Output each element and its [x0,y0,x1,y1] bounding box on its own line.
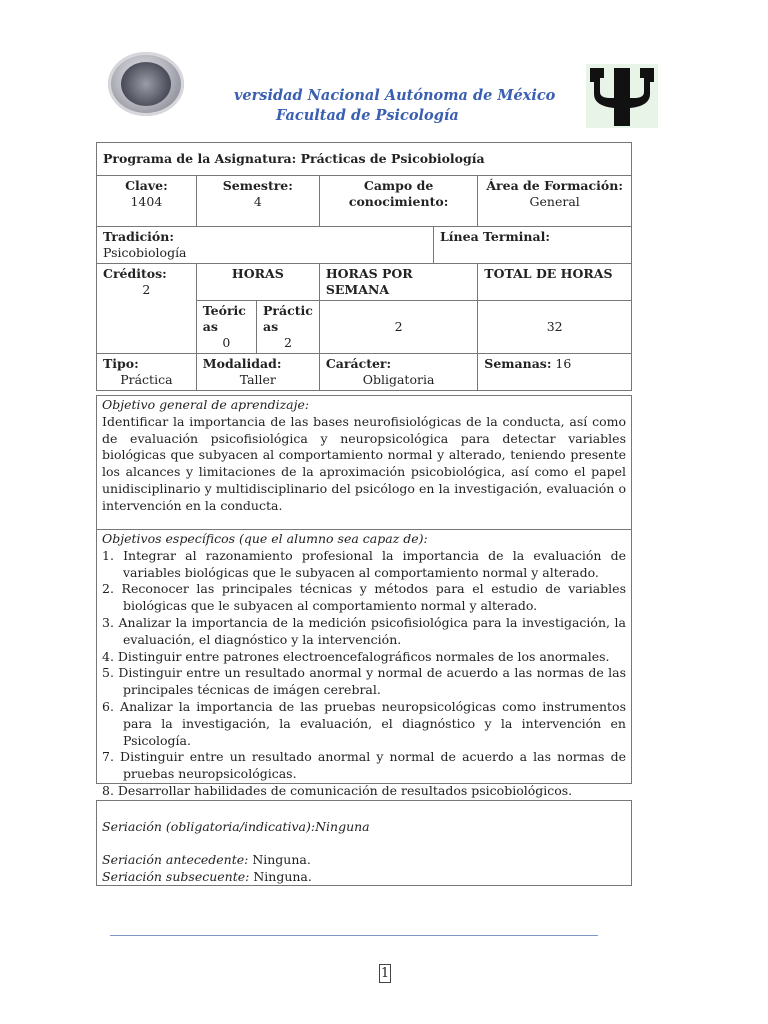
caracter-cell [319,354,477,391]
total-horas-label: TOTAL DE HORAS [478,264,632,301]
clave-label: Clave: [125,178,168,193]
page-number: 1 [380,966,390,981]
semanas-label: Semanas: [484,356,552,371]
seriacion-subsecuente-label: Seriación subsecuente: [102,868,250,884]
clave-cell [97,176,197,227]
modalidad-cell [196,354,319,391]
practicas-label-b: as [263,319,279,334]
caracter-label: Carácter: [325,356,392,371]
semanas-value: 16 [551,356,572,371]
teoricas-label-b: as [202,319,218,334]
practicas-label-a: Práctic [263,303,313,318]
unam-seal-logo [108,52,184,116]
area-cell [478,176,632,227]
horas-semana-value: 2 [319,301,477,354]
semanas-cell [478,354,632,391]
practicas-value: 2 [283,335,292,350]
objetivos-especificos-heading: Objetivos específicos (que el alumno sea capaz de): [102,531,428,546]
tipo-label: Tipo: [103,356,139,371]
teoricas-value: 0 [222,335,231,350]
course-info-table [96,142,632,391]
faculty-name: Facultad de Psicología [276,107,459,124]
psychology-faculty-logo [586,64,658,128]
seriacion-line: Seriación (obligatoria/indicativa):Ninguna [102,819,370,834]
creditos-value: 2 [142,282,151,297]
tipo-cell [97,354,197,391]
objetivo-item-2: 2. Reconocer las principales técnicas y métodos para el estudio de variables biológicas que le subyacen al comportamiento normal y alterado. [102,581,626,614]
objetivo-item-7: 7. Distinguir entre un resultado anormal y normal de acuerdo a las normas de pruebas neuropsicológicas. [102,749,626,782]
objetivo-general-heading: Objetivo general de aprendizaje: [102,397,310,412]
area-value: General [529,194,580,209]
seriacion-subsecuente-value: Ninguna. [249,868,312,884]
caracter-value: Obligatoria [362,372,435,387]
tradicion-label: Tradición: [103,229,174,244]
tradicion-cell [97,227,434,264]
seriacion-box [96,800,632,886]
tradicion-value: Psicobiología [103,245,187,260]
seriacion-antecedente [102,852,626,869]
seriacion-antecedente-label: Seriación antecedente: [102,851,249,867]
campo-label: Campo de conocimiento: [319,176,477,227]
modalidad-value: Taller [239,372,276,387]
seriacion-antecedente-value: Ninguna. [248,851,311,867]
objetivo-item-4: 4. Distinguir entre patrones electroencefalográficos normales de los anormales. [102,648,610,664]
seriacion-subsecuente [102,869,626,886]
total-horas-value: 32 [478,301,632,354]
objetivo-item-1: 1. Integrar al razonamiento profesional la importancia de la evaluación de variables biológicas que le subyacen al comportamiento normal y alterado. [102,547,626,580]
program-title: Programa de la Asignatura: Prácticas de Psicobiología [97,143,632,176]
practicas-cell [257,301,320,354]
modalidad-label: Modalidad: [202,356,282,371]
objetivos-especificos-box [96,530,632,798]
objetivo-item-6: 6. Analizar la importancia de las pruebas neuropsicológicas como instrumentos para la investigación, la evaluación, el diagnóstico y la intervención en Psicología. [102,698,626,748]
objetivo-item-5: 5. Distinguir entre un resultado anormal y normal de acuerdo a las normas de las principales técnicas de imágen cerebral. [102,665,626,698]
clave-value: 1404 [130,194,163,209]
footer-divider [110,935,598,936]
objetivo-item-8: 8. Desarrollar habilidades de comunicación de resultados psicobiológicos. [102,782,573,798]
linea-terminal-label: Línea Terminal: [434,227,632,264]
tipo-value: Práctica [120,372,173,387]
objetivo-general-box [96,395,632,530]
horas-label: HORAS [196,264,319,301]
objetivo-general-text: Identificar la importancia de las bases neurofisiológicas de la conducta, así como de evaluación psicofisiológica y neuropsicológica para detectar variables biológicas que subyacen al comportamiento normal y alterado, teniendo presente los alcances y limitaciones de la aproximación psicobiológica, así como el papel unidisciplinario y multidisciplinario del psicólogo en la investigación, evaluación o intervención en la conducta. [102,413,626,513]
teoricas-cell [196,301,256,354]
semestre-cell [196,176,319,227]
university-name: versidad Nacional Autónoma de México [234,87,556,104]
creditos-cell [97,264,197,354]
creditos-label: Créditos: [103,266,167,281]
objetivo-item-3: 3. Analizar la importancia de la medición psicofisiológica para la investigación, la evaluación, el diagnóstico y la intervención. [102,614,626,647]
horas-semana-label: HORAS POR SEMANA [319,264,477,301]
semestre-label: Semestre: [222,178,293,193]
area-label: Área de Formación: [486,178,623,193]
semestre-value: 4 [253,194,262,209]
teoricas-label-a: Teóric [202,303,246,318]
